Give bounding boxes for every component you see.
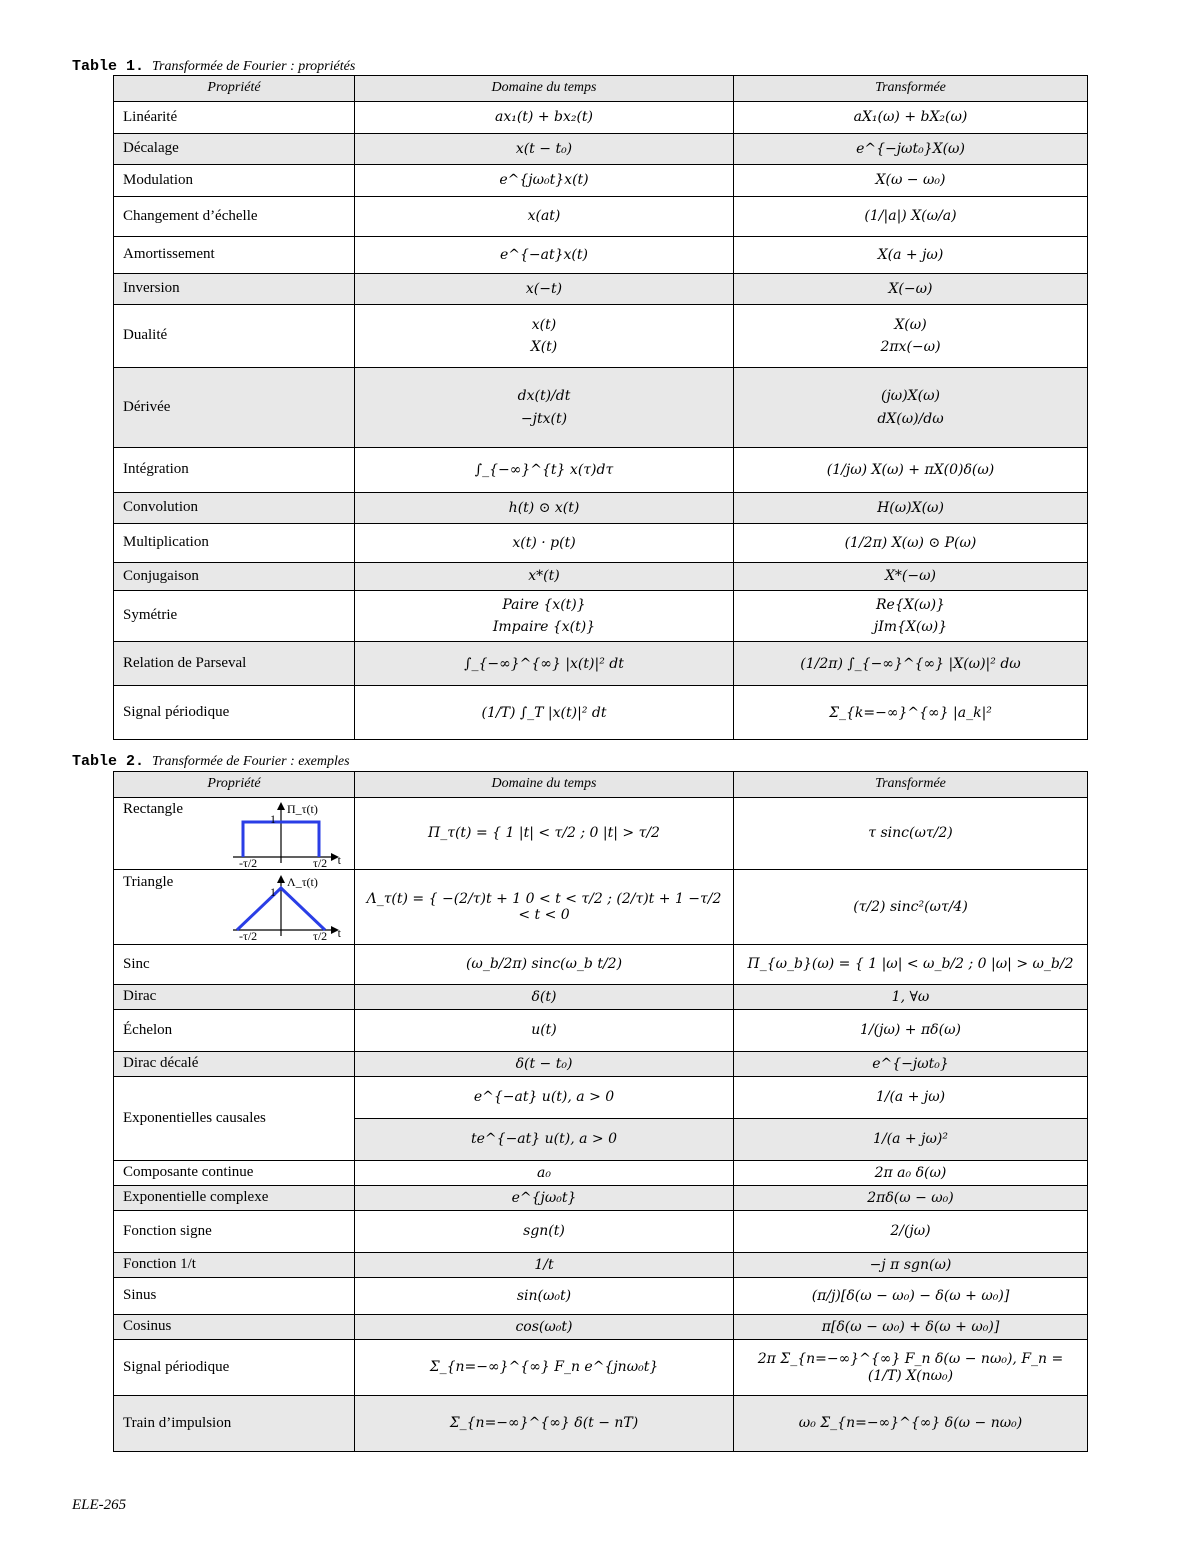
transform-expression-line: (1/2π) X(ω) ⊙ P(ω) bbox=[844, 534, 977, 551]
table-row bbox=[114, 305, 1088, 368]
transform-expression bbox=[734, 686, 1088, 740]
transform-expression-line: Re{X(ω)} bbox=[876, 597, 945, 613]
transform-expression bbox=[734, 1077, 1088, 1119]
property-label: Composante continue bbox=[123, 1164, 254, 1181]
table-row bbox=[114, 686, 1088, 740]
transform-expression-line: τ sinc(ωτ/2) bbox=[868, 825, 953, 842]
property-label: Cosinus bbox=[123, 1318, 172, 1335]
property-label: Fonction 1/t bbox=[123, 1256, 196, 1273]
time-domain-expression-line: Σ_{n=−∞}^{∞} δ(t − nT) bbox=[449, 1415, 639, 1432]
table-row bbox=[114, 1077, 1088, 1119]
table-row bbox=[114, 798, 1088, 870]
property-integration bbox=[114, 448, 355, 493]
table1-number: Table 1. bbox=[72, 58, 145, 75]
function-name-label: Λ_τ(t) bbox=[287, 875, 318, 889]
time-domain-expression bbox=[355, 134, 734, 165]
property-rectangle bbox=[114, 798, 355, 870]
transform-expression-line: −j π sgn(ω) bbox=[869, 1256, 952, 1273]
transform-expression bbox=[734, 1186, 1088, 1211]
header-property: Propriété bbox=[114, 772, 355, 798]
property-dirac-decale bbox=[114, 1052, 355, 1077]
table2-number: Table 2. bbox=[72, 753, 145, 770]
transform-expression bbox=[734, 798, 1088, 870]
transform-expression bbox=[734, 591, 1088, 642]
time-domain-expression-line: sgn(t) bbox=[523, 1223, 565, 1240]
transform-expression bbox=[734, 368, 1088, 448]
transform-expression-line: aX₁(ω) + bX₂(ω) bbox=[853, 109, 968, 126]
transform-expression-line: X(a + jω) bbox=[877, 246, 944, 263]
property-triangle bbox=[114, 870, 355, 945]
triangle-function-diagram bbox=[229, 874, 343, 940]
transform-expression bbox=[734, 448, 1088, 493]
time-domain-expression bbox=[355, 985, 734, 1010]
property-symetrie bbox=[114, 591, 355, 642]
property-label: Sinus bbox=[123, 1287, 157, 1304]
property-label: Intégration bbox=[123, 461, 189, 478]
time-domain-expression bbox=[355, 1396, 734, 1452]
table2-caption bbox=[72, 753, 350, 770]
property-label: Dirac bbox=[123, 988, 157, 1005]
transform-expression bbox=[734, 237, 1088, 274]
transform-expression-line: (1/2π) ∫_{−∞}^{∞} |X(ω)|² dω bbox=[800, 655, 1021, 672]
property-fonction-signe bbox=[114, 1211, 355, 1253]
transform-expression bbox=[734, 197, 1088, 237]
transform-expression bbox=[734, 985, 1088, 1010]
transform-expression bbox=[734, 1396, 1088, 1452]
table-row bbox=[114, 1211, 1088, 1253]
transform-expression-line: π[δ(ω − ω₀) + δ(ω + ω₀)] bbox=[821, 1318, 1000, 1335]
t-axis-label: t bbox=[337, 852, 341, 867]
transform-expression-line: 1, ∀ω bbox=[891, 988, 930, 1005]
transform-expression-line: 2π a₀ δ(ω) bbox=[874, 1164, 947, 1181]
time-domain-expression-line: Paire {x(t)} bbox=[502, 597, 586, 613]
time-domain-expression bbox=[355, 563, 734, 591]
property-signal-periodique bbox=[114, 1340, 355, 1396]
table2-title: Transformée de Fourier : exemples bbox=[152, 754, 350, 769]
transform-expression bbox=[734, 1278, 1088, 1315]
transform-expression bbox=[734, 642, 1088, 686]
time-domain-expression-line: x(−t) bbox=[525, 280, 563, 297]
table-row bbox=[114, 985, 1088, 1010]
property-sinus bbox=[114, 1278, 355, 1315]
time-domain-expression bbox=[355, 870, 734, 945]
property-linearite bbox=[114, 102, 355, 134]
table-row bbox=[114, 493, 1088, 524]
time-domain-expression-line: sin(ω₀t) bbox=[516, 1287, 572, 1304]
property-label: Modulation bbox=[123, 171, 193, 188]
neg-half-width-label: -τ/2 bbox=[239, 855, 258, 867]
transform-expression-line: ω₀ Σ_{n=−∞}^{∞} δ(ω − nω₀) bbox=[798, 1415, 1023, 1432]
time-domain-expression-line: −jtx(t) bbox=[520, 410, 568, 427]
time-domain-expression-line: Impaire {x(t)} bbox=[492, 619, 596, 636]
transform-expression-line: X*(−ω) bbox=[884, 568, 937, 585]
transform-expression bbox=[734, 563, 1088, 591]
table-row bbox=[114, 134, 1088, 165]
transform-expression-line: e^{−jωt₀}X(ω) bbox=[856, 140, 965, 157]
property-label: Inversion bbox=[123, 280, 180, 297]
table-row bbox=[114, 524, 1088, 563]
property-label: Convolution bbox=[123, 499, 199, 516]
table-row bbox=[114, 1052, 1088, 1077]
time-domain-expression-line: dx(t)/dt bbox=[517, 388, 571, 405]
time-domain-expression bbox=[355, 798, 734, 870]
time-domain-expression-line: δ(t) bbox=[531, 988, 557, 1005]
property-conjugaison bbox=[114, 563, 355, 591]
time-domain-expression bbox=[355, 1010, 734, 1052]
transform-expression-line: 2πδ(ω − ω₀) bbox=[867, 1189, 954, 1206]
table-row bbox=[114, 102, 1088, 134]
table-row bbox=[114, 1340, 1088, 1396]
time-domain-expression-line: x(t) bbox=[531, 316, 557, 333]
time-domain-expression bbox=[355, 1186, 734, 1211]
transform-expression bbox=[734, 305, 1088, 368]
property-label: Train d’impulsion bbox=[123, 1414, 232, 1431]
transform-expression-line: X(ω) bbox=[894, 316, 927, 333]
time-domain-expression-line: 1/t bbox=[534, 1256, 554, 1273]
time-domain-expression-line: ax₁(t) + bx₂(t) bbox=[494, 109, 594, 126]
time-domain-expression-line: ∫_{−∞}^{t} x(τ)dτ bbox=[474, 461, 614, 478]
header-time-domain: Domaine du temps bbox=[355, 76, 734, 102]
property-train-d-impulsion bbox=[114, 1396, 355, 1452]
transform-expression-line: 1/(a + jω)² bbox=[873, 1131, 948, 1148]
transform-expression-line: 1/(a + jω) bbox=[875, 1089, 946, 1106]
property-cosinus bbox=[114, 1315, 355, 1340]
table-row bbox=[114, 274, 1088, 305]
time-domain-expression-line: e^{−at}x(t) bbox=[500, 246, 588, 263]
property-label: Signal périodique bbox=[123, 1358, 230, 1375]
transform-expression-line: X(−ω) bbox=[888, 280, 933, 297]
property-multiplication bbox=[114, 524, 355, 563]
time-domain-expression-line: (1/T) ∫_T |x(t)|² dt bbox=[481, 704, 607, 721]
property-label: Dirac décalé bbox=[123, 1055, 199, 1072]
header-property: Propriété bbox=[114, 76, 355, 102]
transform-expression-line: H(ω)X(ω) bbox=[877, 499, 944, 516]
time-domain-expression-line: te^{−at} u(t), a > 0 bbox=[471, 1131, 617, 1148]
property-label: Exponentielles causales bbox=[123, 1109, 266, 1126]
property-relation-de-parseval bbox=[114, 642, 355, 686]
time-domain-expression-line: x(t) · p(t) bbox=[512, 534, 576, 551]
property-label: Changement d’échelle bbox=[123, 207, 258, 224]
time-domain-expression bbox=[355, 368, 734, 448]
transform-expression bbox=[734, 102, 1088, 134]
transform-expression-line: (jω)X(ω) bbox=[881, 388, 940, 405]
property-label: Symétrie bbox=[123, 607, 178, 624]
time-domain-expression-line: h(t) ⊙ x(t) bbox=[508, 499, 580, 516]
transform-expression-line: 2πx(−ω) bbox=[880, 339, 941, 355]
time-domain-expression-line: Π_τ(t) = { 1 |t| < τ/2 ; 0 |t| > τ/2 bbox=[428, 825, 660, 842]
time-domain-expression-line: x(at) bbox=[527, 208, 561, 225]
transform-expression-line: (τ/2) sinc²(ωτ/4) bbox=[853, 898, 968, 915]
time-domain-expression bbox=[355, 165, 734, 197]
property-label: Linéarité bbox=[123, 108, 178, 125]
time-domain-expression-line: e^{−at} u(t), a > 0 bbox=[473, 1089, 615, 1106]
time-domain-expression bbox=[355, 305, 734, 368]
property-dualite bbox=[114, 305, 355, 368]
time-domain-expression-line: e^{jω₀t} bbox=[511, 1189, 577, 1206]
table2-header-row bbox=[114, 772, 1088, 798]
time-domain-expression bbox=[355, 1340, 734, 1396]
time-domain-expression bbox=[355, 1253, 734, 1278]
transform-expression bbox=[734, 1010, 1088, 1052]
transform-expression-line: (π/j)[δ(ω − ω₀) − δ(ω + ω₀)] bbox=[811, 1287, 1010, 1304]
transform-expression bbox=[734, 1161, 1088, 1186]
table-row bbox=[114, 237, 1088, 274]
time-domain-expression bbox=[355, 448, 734, 493]
time-domain-expression bbox=[355, 1315, 734, 1340]
transform-expression-line: Σ_{k=−∞}^{∞} |a_k|² bbox=[829, 704, 992, 721]
transform-expression bbox=[734, 1119, 1088, 1161]
pos-half-width-label: τ/2 bbox=[313, 855, 328, 867]
amplitude-one-label: 1 bbox=[270, 885, 276, 899]
time-domain-expression-line: δ(t − t₀) bbox=[515, 1055, 573, 1072]
transform-expression bbox=[734, 134, 1088, 165]
transform-expression-line: X(ω − ω₀) bbox=[875, 172, 946, 189]
table1-header-row bbox=[114, 76, 1088, 102]
neg-half-width-label: -τ/2 bbox=[239, 929, 258, 940]
time-domain-expression-line: x(t − t₀) bbox=[515, 140, 573, 157]
table-row bbox=[114, 642, 1088, 686]
time-domain-expression bbox=[355, 197, 734, 237]
table1-title: Transformée de Fourier : propriétés bbox=[152, 59, 356, 74]
property-echelon bbox=[114, 1010, 355, 1052]
time-domain-expression bbox=[355, 1278, 734, 1315]
t-axis-label: t bbox=[337, 926, 341, 940]
table1 bbox=[113, 75, 1088, 740]
table-row bbox=[114, 197, 1088, 237]
time-domain-expression bbox=[355, 1119, 734, 1161]
property-exponentielle-complexe bbox=[114, 1186, 355, 1211]
time-domain-expression bbox=[355, 642, 734, 686]
time-domain-expression bbox=[355, 274, 734, 305]
transform-expression bbox=[734, 165, 1088, 197]
header-transform: Transformée bbox=[734, 772, 1088, 798]
time-domain-expression bbox=[355, 686, 734, 740]
transform-expression-line: 2π Σ_{n=−∞}^{∞} F_n δ(ω − nω₀), F_n = (1/T) X(nω₀) bbox=[757, 1351, 1064, 1384]
table-row bbox=[114, 1315, 1088, 1340]
arrow-head-icon bbox=[277, 802, 285, 810]
transform-expression bbox=[734, 945, 1088, 985]
property-amortissement bbox=[114, 237, 355, 274]
table-row bbox=[114, 563, 1088, 591]
time-domain-expression bbox=[355, 591, 734, 642]
property-dirac bbox=[114, 985, 355, 1010]
time-domain-expression-line: e^{jω₀t}x(t) bbox=[499, 172, 589, 189]
table-row bbox=[114, 870, 1088, 945]
time-domain-expression bbox=[355, 493, 734, 524]
time-domain-expression-line: a₀ bbox=[537, 1164, 551, 1181]
property-label: Exponentielle complexe bbox=[123, 1189, 269, 1206]
property-label: Conjugaison bbox=[123, 567, 199, 584]
property-decalage bbox=[114, 134, 355, 165]
transform-expression bbox=[734, 1211, 1088, 1253]
time-domain-expression bbox=[355, 1052, 734, 1077]
time-domain-expression-line: Λ_τ(t) = { −(2/τ)t + 1 0 < t < τ/2 ; (2/τ)t + 1 −τ/2 < t < 0 bbox=[366, 890, 722, 923]
property-fonction-1-t bbox=[114, 1253, 355, 1278]
function-name-label: Π_τ(t) bbox=[287, 801, 318, 816]
transform-expression-line: 2/(jω) bbox=[890, 1223, 931, 1240]
transform-expression-line: jIm{X(ω)} bbox=[873, 619, 948, 636]
property-exponentielles-causales bbox=[114, 1077, 355, 1161]
time-domain-expression-line: (ω_b/2π) sinc(ω_b t/2) bbox=[465, 956, 623, 973]
table-row bbox=[114, 1010, 1088, 1052]
property-inversion bbox=[114, 274, 355, 305]
time-domain-expression bbox=[355, 1211, 734, 1253]
property-label: Multiplication bbox=[123, 534, 209, 551]
time-domain-expression bbox=[355, 237, 734, 274]
transform-expression bbox=[734, 274, 1088, 305]
header-time-domain: Domaine du temps bbox=[355, 772, 734, 798]
transform-expression-line: Π_{ω_b}(ω) = { 1 |ω| < ω_b/2 ; 0 |ω| > ω_b/2 bbox=[747, 956, 1074, 973]
pos-half-width-label: τ/2 bbox=[313, 929, 328, 940]
arrow-head-icon bbox=[277, 875, 285, 883]
property-label: Signal périodique bbox=[123, 704, 230, 721]
transform-expression bbox=[734, 524, 1088, 563]
transform-expression bbox=[734, 870, 1088, 945]
header-transform: Transformée bbox=[734, 76, 1088, 102]
time-domain-expression-line: Σ_{n=−∞}^{∞} F_n e^{jnω₀t} bbox=[429, 1359, 659, 1376]
table1-caption bbox=[72, 58, 355, 75]
time-domain-expression bbox=[355, 1161, 734, 1186]
time-domain-expression-line: cos(ω₀t) bbox=[515, 1318, 573, 1335]
property-label: Amortissement bbox=[123, 246, 215, 263]
property-label: Fonction signe bbox=[123, 1222, 212, 1239]
property-changement-d-echelle bbox=[114, 197, 355, 237]
table-row bbox=[114, 1396, 1088, 1452]
property-label: Relation de Parseval bbox=[123, 655, 247, 672]
amplitude-one-label: 1 bbox=[270, 811, 276, 826]
table-row bbox=[114, 448, 1088, 493]
rectangle-function-diagram bbox=[229, 801, 343, 867]
property-label: Sinc bbox=[123, 955, 150, 972]
table-row bbox=[114, 1161, 1088, 1186]
time-domain-expression bbox=[355, 1077, 734, 1119]
transform-expression bbox=[734, 1340, 1088, 1396]
time-domain-expression bbox=[355, 945, 734, 985]
table-row bbox=[114, 368, 1088, 448]
transform-expression-line: dX(ω)/dω bbox=[877, 410, 944, 427]
table-row bbox=[114, 591, 1088, 642]
property-label: Triangle bbox=[123, 874, 174, 890]
time-domain-expression-line: ∫_{−∞}^{∞} |x(t)|² dt bbox=[464, 655, 624, 672]
table-row bbox=[114, 1278, 1088, 1315]
table-row bbox=[114, 1186, 1088, 1211]
transform-expression bbox=[734, 1052, 1088, 1077]
time-domain-expression bbox=[355, 524, 734, 563]
time-domain-expression bbox=[355, 102, 734, 134]
transform-expression-line: (1/|a|) X(ω/a) bbox=[864, 208, 957, 225]
property-label: Dérivée bbox=[123, 398, 171, 415]
property-signal-periodique bbox=[114, 686, 355, 740]
transform-expression bbox=[734, 493, 1088, 524]
footer-course-code: ELE-265 bbox=[72, 1497, 127, 1513]
table-row bbox=[114, 165, 1088, 197]
property-derivee bbox=[114, 368, 355, 448]
transform-expression bbox=[734, 1253, 1088, 1278]
property-label: Échelon bbox=[123, 1021, 173, 1038]
property-modulation bbox=[114, 165, 355, 197]
table2 bbox=[113, 771, 1088, 1452]
property-sinc bbox=[114, 945, 355, 985]
transform-expression-line: 1/(jω) + πδ(ω) bbox=[860, 1022, 961, 1039]
property-label: Rectangle bbox=[123, 800, 183, 817]
property-composante-continue bbox=[114, 1161, 355, 1186]
property-label: Dualité bbox=[123, 327, 168, 344]
table-row bbox=[114, 1253, 1088, 1278]
transform-expression-line: (1/jω) X(ω) + πX(0)δ(ω) bbox=[826, 461, 995, 478]
transform-expression-line: e^{−jωt₀} bbox=[872, 1055, 949, 1072]
property-label: Décalage bbox=[123, 140, 179, 157]
property-convolution bbox=[114, 493, 355, 524]
table-row bbox=[114, 945, 1088, 985]
time-domain-expression-line: u(t) bbox=[531, 1022, 557, 1039]
transform-expression bbox=[734, 1315, 1088, 1340]
time-domain-expression-line: X(t) bbox=[530, 339, 558, 355]
time-domain-expression-line: x*(t) bbox=[528, 568, 560, 585]
